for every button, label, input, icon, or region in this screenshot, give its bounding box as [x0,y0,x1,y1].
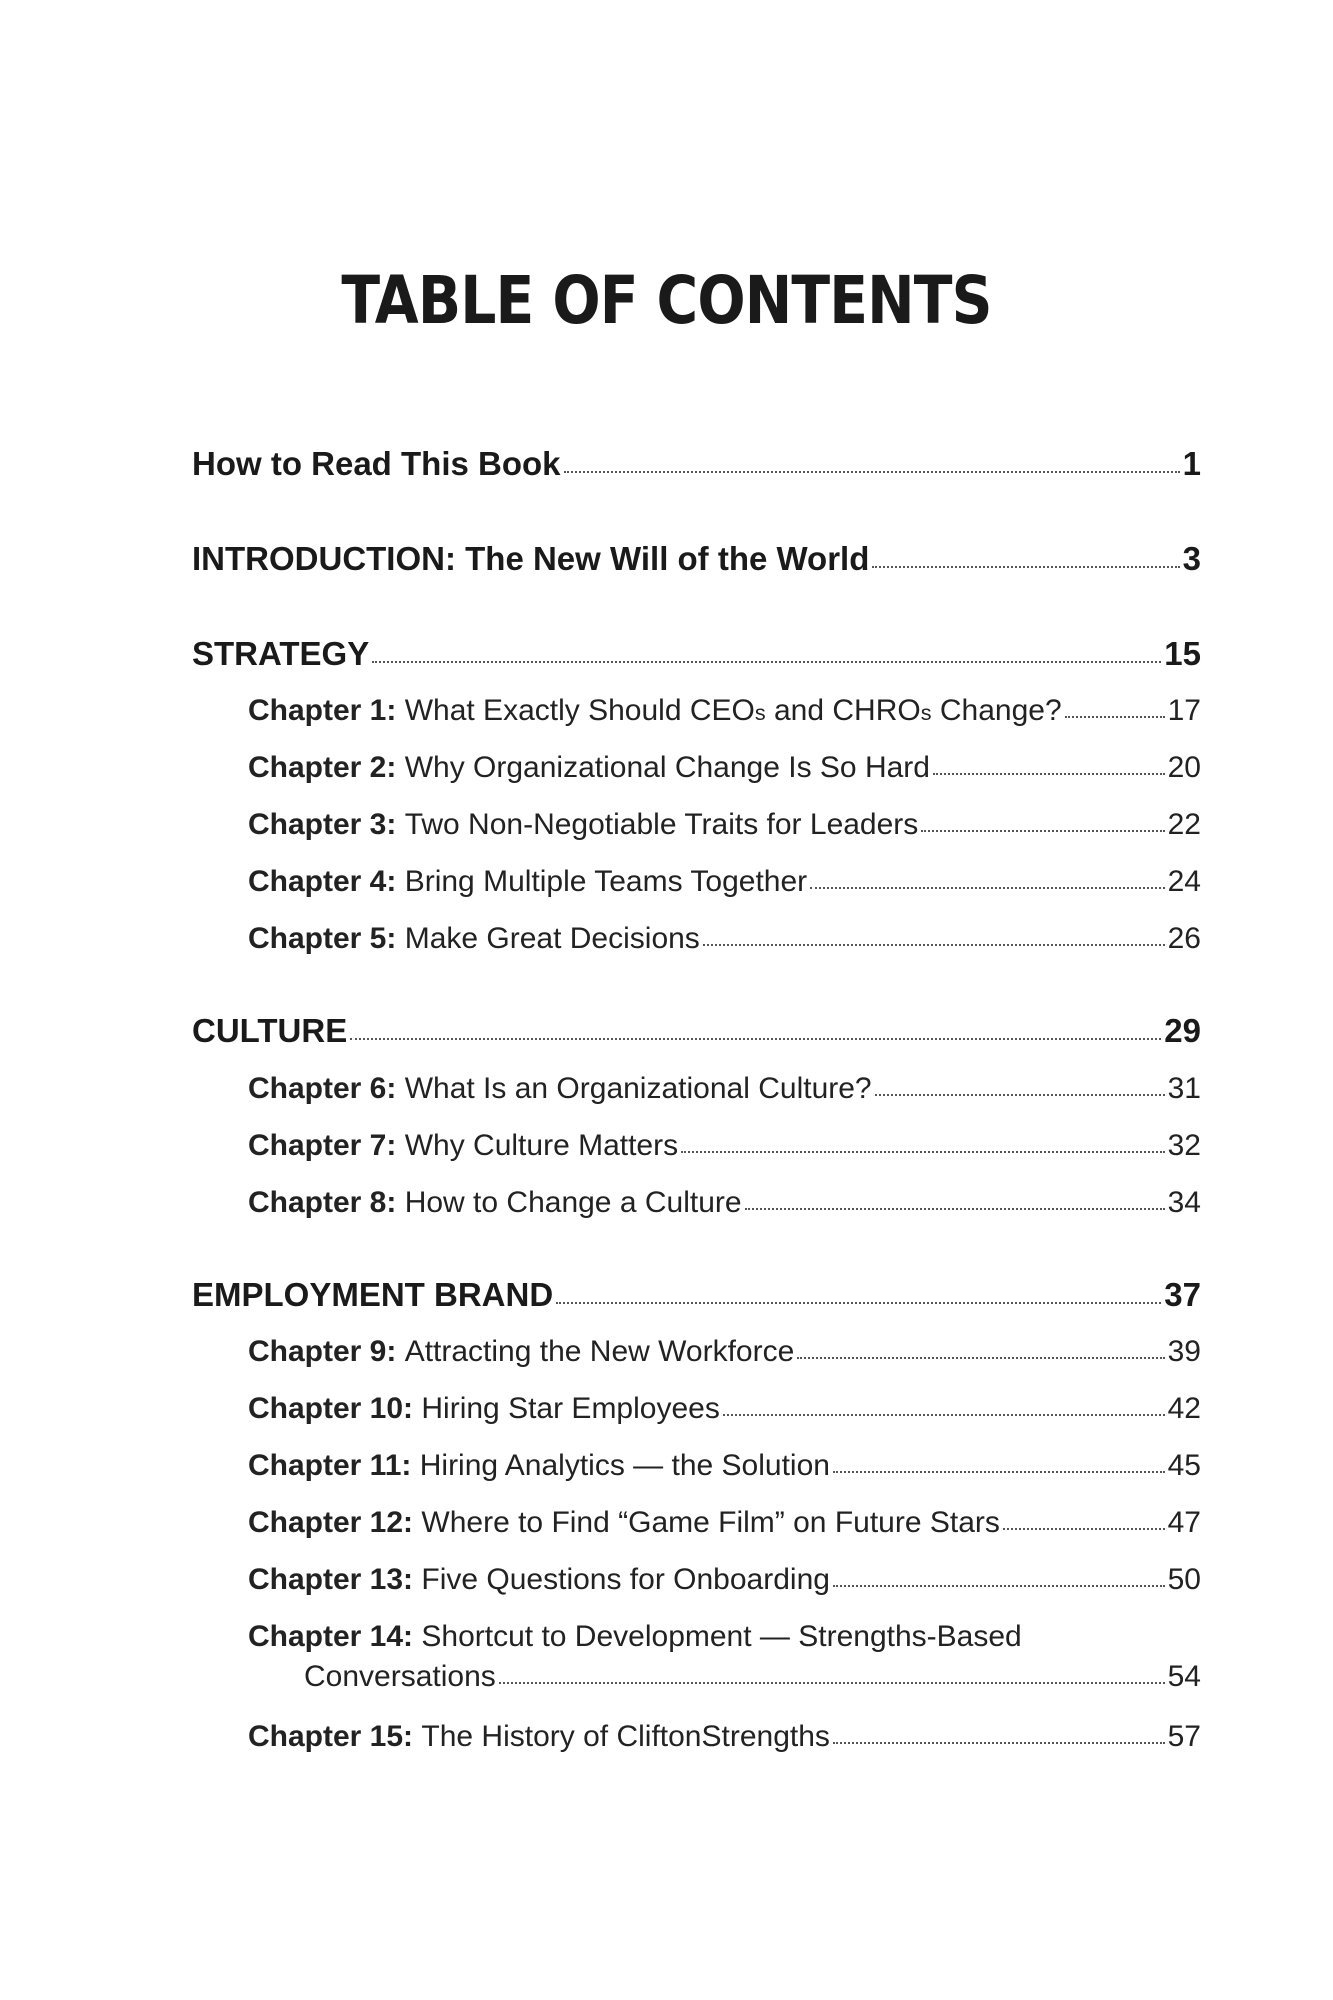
page-number: 39 [1167,1335,1201,1368]
chapter-title-part: and CHRO [765,694,921,727]
section-title: STRATEGY [192,635,370,672]
page-number: 37 [1164,1276,1201,1313]
page-number: 42 [1167,1392,1201,1425]
chapter-label: Chapter 3: [248,808,397,841]
chapter-label: Chapter 2: [248,751,397,784]
dot-leader [703,944,1165,946]
page-number: 31 [1167,1072,1201,1105]
chapter-title-part: s [754,700,766,725]
chapter-title-line2 [248,1660,1201,1694]
chapter-title-continued: Conversations [304,1660,496,1693]
toc-section-strategy[interactable] [192,635,1201,673]
chapter-title: Hiring Analytics — the Solution [419,1449,830,1482]
toc-chapter-11[interactable] [248,1449,1201,1483]
chapter-title-part: What Exactly Should CEO [404,694,755,727]
chapter-title-line1 [248,1620,1201,1654]
chapter-title: Two Non-Negotiable Traits for Leaders [404,808,919,841]
chapter-label: Chapter 11: [248,1449,412,1482]
chapter-title: The History of CliftonStrengths [421,1720,830,1753]
chapter-label: Chapter 12: [248,1506,414,1539]
chapter-label: Chapter 14: [248,1620,414,1653]
page-number: 45 [1167,1449,1201,1482]
dot-leader [933,773,1165,775]
chapter-title: Attracting the New Workforce [404,1335,795,1368]
chapter-label: Chapter 7: [248,1129,397,1162]
chapter-title: Where to Find “Game Film” on Future Stars [421,1506,1000,1539]
toc-chapter-13[interactable] [248,1563,1201,1597]
page-number: 17 [1167,694,1201,727]
chapter-title: Hiring Star Employees [421,1392,720,1425]
chapter-label: Chapter 9: [248,1335,397,1368]
dot-leader [556,1302,1161,1304]
dot-leader [372,661,1161,663]
dot-leader [833,1471,1165,1473]
page-number: 26 [1167,922,1201,955]
page-number: 3 [1182,540,1201,577]
dot-leader [921,830,1164,832]
toc-chapter-4[interactable] [248,865,1201,899]
chapter-label: Chapter 15: [248,1720,414,1753]
dot-leader [723,1414,1165,1416]
toc-chapter-3[interactable] [248,808,1201,842]
dot-leader [564,471,1180,473]
toc-section-culture[interactable] [192,1012,1201,1050]
page-number: 15 [1164,635,1201,672]
dot-leader [1003,1528,1165,1530]
chapter-title: Bring Multiple Teams Together [404,865,808,898]
dot-leader [745,1208,1165,1210]
page-number: 20 [1167,751,1201,784]
dot-leader [810,887,1164,889]
chapter-title: Why Organizational Change Is So Hard [404,751,930,784]
toc-chapter-9[interactable] [248,1335,1201,1369]
section-title: EMPLOYMENT BRAND [192,1276,554,1313]
entry-title: How to Read This Book [192,445,561,482]
chapter-title-part: s [920,700,932,725]
toc-chapter-7[interactable] [248,1129,1201,1163]
dot-leader [833,1742,1165,1744]
toc-chapter-6[interactable] [248,1072,1201,1106]
dot-leader [875,1094,1165,1096]
chapter-label: Chapter 13: [248,1563,414,1596]
page-number: 24 [1167,865,1201,898]
toc-chapter-12[interactable] [248,1506,1201,1540]
page-number: 22 [1167,808,1201,841]
page-number: 29 [1164,1012,1201,1049]
dot-leader [350,1038,1161,1040]
chapter-title [405,694,1062,728]
toc-chapter-1[interactable] [248,694,1201,728]
toc-chapter-5[interactable] [248,922,1201,956]
dot-leader [681,1151,1165,1153]
page-number: 34 [1167,1186,1201,1219]
chapter-title: What Is an Organizational Culture? [404,1072,872,1105]
chapter-title: Make Great Decisions [404,922,700,955]
page-number: 50 [1167,1563,1201,1596]
chapter-title: Shortcut to Development — Strengths-Based [421,1620,1022,1653]
toc-chapter-10[interactable] [248,1392,1201,1426]
toc-chapter-14[interactable] [248,1620,1201,1694]
toc-chapter-8[interactable] [248,1186,1201,1220]
chapter-label: Chapter 5: [248,922,397,955]
chapter-title-part: Change? [931,694,1062,727]
section-title: CULTURE [192,1012,348,1049]
chapter-title: How to Change a Culture [404,1186,742,1219]
chapter-label: Chapter 10: [248,1392,414,1425]
chapter-label: Chapter 6: [248,1072,397,1105]
page-number: 47 [1167,1506,1201,1539]
chapter-label: Chapter 1: [248,694,397,727]
toc-entry-how-to-read[interactable] [192,445,1201,483]
page-title: TABLE OF CONTENTS [341,262,992,339]
toc-chapter-2[interactable] [248,751,1201,785]
chapter-label: Chapter 8: [248,1186,397,1219]
page-number: 54 [1167,1660,1201,1693]
dot-leader [499,1682,1165,1684]
page-number: 32 [1167,1129,1201,1162]
chapter-title: Why Culture Matters [404,1129,679,1162]
entry-title: INTRODUCTION: The New Will of the World [192,540,870,577]
dot-leader [797,1357,1164,1359]
toc-chapter-15[interactable] [248,1720,1201,1754]
chapter-title: Five Questions for Onboarding [421,1563,830,1596]
chapter-label: Chapter 4: [248,865,397,898]
page-number: 1 [1182,445,1201,482]
toc-entry-introduction[interactable] [192,540,1201,578]
dot-leader [833,1585,1165,1587]
dot-leader [872,566,1179,568]
dot-leader [1065,716,1165,718]
page-number: 57 [1167,1720,1201,1753]
toc-section-employment-brand[interactable] [192,1276,1201,1314]
